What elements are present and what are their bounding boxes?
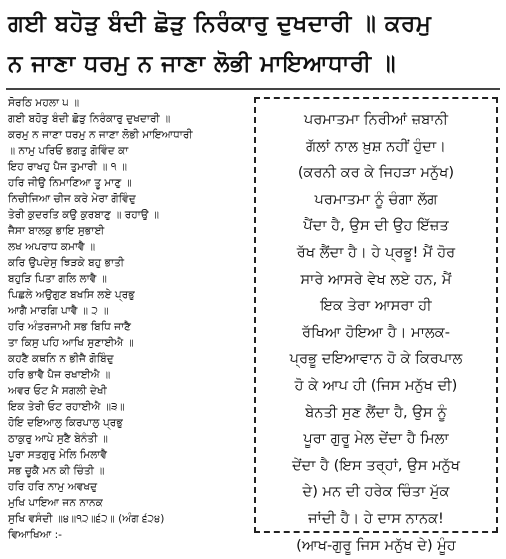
explanation-line: ਪੂਰਾ ਗੁਰੂ ਮੇਲ ਦੇਂਦਾ ਹੈ ਮਿਲਾ [256,426,496,453]
explanation-line: (ਆਖ-ਗੁਰੂ ਜਿਸ ਮਨੁੱਖ ਦੇ) ਮੂੰਹ [256,533,496,559]
headline [8,4,498,84]
gurbani-line: ਬਹੁੜਿ ਪਿਤਾ ਗਲਿ ਲਾਵੈ ॥ [8,271,246,287]
gurbani-line: ਹਰਿ ਹਰਿ ਨਾਮੁ ਅਵਖਦੁ [8,479,246,495]
explanation-line: ਇਕ ਤੇਰਾ ਆਸਰਾ ਹੀ [256,293,496,320]
gurbani-line: ਕਹਣੈ ਕਥਨਿ ਨ ਭੀਜੈ ਗੋਬਿੰਦੁ [8,351,246,367]
gurbani-line: ਆਗੈ ਮਾਰਗਿ ਪਾਵੈ ॥ ੨ ॥ [8,303,246,319]
explanation-box [254,97,498,533]
explanation-line: ਦੇ) ਮਨ ਦੀ ਹਰੇਕ ਚਿੰਤਾ ਮੁੱਕ [256,479,496,506]
gurbani-line: ਇਹ ਰਾਖਹੁ ਪੈਜ ਤੁਮਾਰੀ ॥ ੧ ॥ [8,159,246,175]
explanation-line: ਪਰਮਾਤਮਾ ਨੂੰ ਚੰਗਾ ਲੱਗ [256,187,496,214]
gurbani-line: ਕਰਮੁ ਨ ਜਾਣਾ ਧਰਮੁ ਨ ਜਾਣਾ ਲੋਭੀ ਮਾਇਆਧਾਰੀ [8,127,246,143]
gurbani-line: ਸੋਰਠਿ ਮਹਲਾ ੫ ॥ [8,95,246,111]
headline-divider [6,88,500,90]
gurbani-line: ਪੂਰਾ ਸਤਗੁਰੁ ਮੇਲਿ ਮਿਲਾਵੈ [8,447,246,463]
gurbani-line: ਤੇਰੀ ਕੁਦਰਤਿ ਕਉ ਕੁਰਬਾਣੁ ॥ ਰਹਾਉ ॥ [8,207,246,223]
gurbani-line: ਇਕ ਤੇਰੀ ਓਟ ਰਹਾਈਐ ॥੩॥ [8,399,246,415]
explanation-line: ਪੈਂਦਾ ਹੈ, ਉਸ ਦੀ ਉਹ ਇੱਜ਼ਤ [256,213,496,240]
headline-line-1: ਗਈ ਬਹੋੜੁ ਬੰਦੀ ਛੋੜੁ ਨਿਰੰਕਾਰੁ ਦੁਖਦਾਰੀ ॥ ਕਰਮੁ [8,4,498,44]
gurbani-line: ਅਵਰ ਓਟ ਮੈ ਸਗਲੀ ਦੇਖੀ [8,383,246,399]
explanation-line: ਪ੍ਰਭੂ ਦਇਆਵਾਨ ਹੋ ਕੇ ਕਿਰਪਾਲ [256,346,496,373]
explanation-line: ਬੇਨਤੀ ਸੁਣ ਲੈਂਦਾ ਹੈ, ਉਸ ਨੂੰ [256,400,496,427]
gurbani-line: ਤਾ ਕਿਸੁ ਪਹਿ ਆਖਿ ਸੁਣਾਈਐ ॥ [8,335,246,351]
gurbani-line: ਲਖ ਅਪਰਾਧ ਕਮਾਵੈ ॥ [8,239,246,255]
gurbani-line: ਨਿਚੀਜਿਆ ਚੀਜ ਕਰੇ ਮੇਰਾ ਗੋਵਿੰਦੁ [8,191,246,207]
gurbani-line: ਜੈਸਾ ਬਾਲਕੁ ਭਾਇ ਸੁਭਾਈ [8,223,246,239]
gurbani-line: ਹਰਿ ਭਾਵੈ ਪੈਜ ਰਖਾਈਐ ॥ [8,367,246,383]
gurbani-line: ਪਿਛਲੇ ਅਉਗੁਣ ਬਖਸਿ ਲਏ ਪ੍ਰਭੁ [8,287,246,303]
headline-line-2: ਨ ਜਾਣਾ ਧਰਮੁ ਨ ਜਾਣਾ ਲੋਭੀ ਮਾਇਆਧਾਰੀ ॥ [8,44,498,84]
explanation-line: ਰੱਖਿਆ ਹੋਇਆ ਹੈ। ਮਾਲਕ- [256,320,496,347]
gurbani-line: ਸੁਖਿ ਵਸੰਦੀ ॥੪॥੧੨॥੬੨॥ (ਅੰਗ ੬੨੪) [8,511,246,527]
gurbani-line: ਗਈ ਬਹੋੜੁ ਬੰਦੀ ਛੋੜੁ ਨਿਰੰਕਾਰੁ ਦੁਖਦਾਰੀ ॥ [8,111,246,127]
gurbani-line: ਹੋਇ ਦਇਆਲੁ ਕਿਰਪਾਲੁ ਪ੍ਰਭੁ [8,415,246,431]
explanation-line: ਜਾਂਦੀ ਹੈ। ਹੇ ਦਾਸ ਨਾਨਕ! [256,506,496,533]
gurbani-line: ਠਾਕੁਰੁ ਆਪੇ ਸੁਣੈ ਬੇਨੰਤੀ ॥ [8,431,246,447]
gurbani-line: ਵਿਆਖਿਆ :- [8,527,246,543]
gurbani-column [8,95,246,535]
gurbani-line: ਹਰਿ ਅੰਤਰਜਾਮੀ ਸਭ ਬਿਧਿ ਜਾਣੈ [8,319,246,335]
explanation-line: ਦੇਂਦਾ ਹੈ (ਇਸ ਤਰ੍ਹਾਂ, ਉਸ ਮਨੁੱਖ [256,453,496,480]
gurbani-line: ॥ ਨਾਮੁ ਪਰਿਓ ਭਗਤੁ ਗੋਵਿੰਦ ਕਾ [8,143,246,159]
gurbani-line: ਸਭ ਚੂਕੈ ਮਨ ਕੀ ਚਿੰਤੀ ॥ [8,463,246,479]
explanation-line: ਸਾਰੇ ਆਸਰੇ ਵੇਖ ਲਏ ਹਨ, ਮੈਂ [256,267,496,294]
explanation-line: ਗੱਲਾਂ ਨਾਲ ਖ਼ੁਸ਼ ਨਹੀਂ ਹੁੰਦਾ। [256,134,496,161]
explanation-line: ਰੱਖ ਲੈਂਦਾ ਹੈ। ਹੇ ਪ੍ਰਭੂ! ਮੈਂ ਹੋਰ [256,240,496,267]
explanation-line: ਹੋ ਕੇ ਆਪ ਹੀ (ਜਿਸ ਮਨੁੱਖ ਦੀ) [256,373,496,400]
explanation-line: (ਕਰਨੀ ਕਰ ਕੇ ਜਿਹੜਾ ਮਨੁੱਖ) [256,160,496,187]
explanation-line: ਪਰਮਾਤਮਾ ਨਿਰੀਆਂ ਜ਼ਬਾਨੀ [256,107,496,134]
gurbani-line: ਹਰਿ ਜੀਉ ਨਿਮਾਣਿਆ ਤੂ ਮਾਣੁ ॥ [8,175,246,191]
gurbani-line: ਕਰਿ ਉਪਦੇਸੁ ਝਿੜਕੇ ਬਹੁ ਭਾਤੀ [8,255,246,271]
gurbani-line: ਮੁਖਿ ਪਾਇਆ ਜਨ ਨਾਨਕ [8,495,246,511]
